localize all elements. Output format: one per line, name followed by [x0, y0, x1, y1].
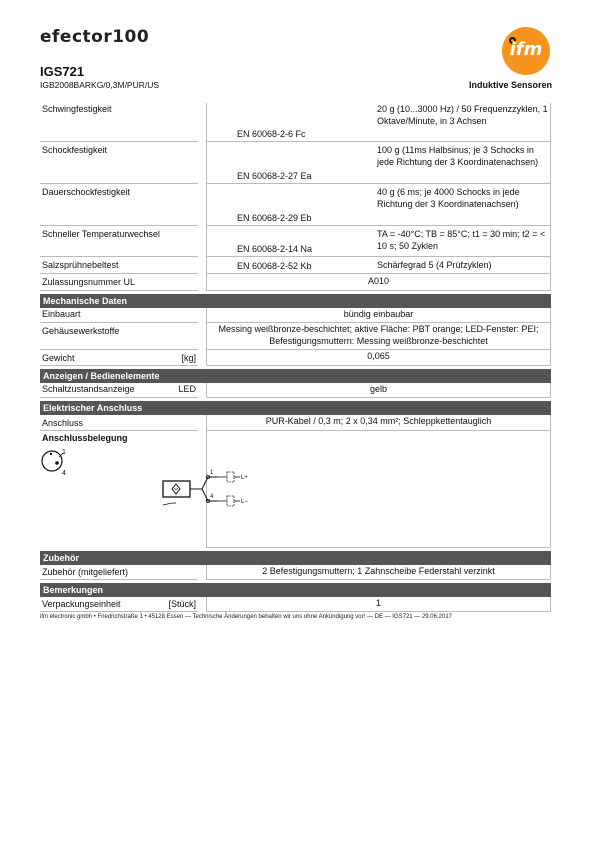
row-label: Einbauart: [40, 308, 198, 323]
pin-4-label: 4: [62, 470, 66, 477]
wire-4-label: 4: [210, 494, 214, 500]
row-value: TA = -40°C; TB = 85°C; t1 = 30 min; t2 = < 10 s; 50 Zyklen: [377, 229, 546, 251]
row-label: Schaltzustandsanzeige: [42, 384, 135, 394]
table-row: [40, 226, 551, 257]
pin-1-label: 1: [62, 449, 66, 456]
wiring-schematic: [162, 467, 272, 527]
page-footer: ifm electronic gmbh • Friedrichstraße 1 • 45128 Essen — Technische Änderungen behalten wir uns ohne Ankündigung vor! — DE — IGS721 — 29.06.2017: [40, 614, 452, 620]
section-header: Mechanische Daten: [40, 294, 551, 308]
ifm-logo: [502, 27, 550, 75]
lminus-label: L−: [241, 499, 248, 505]
row-value: Messing weißbronze-beschichtet; aktive Fläche: PBT orange; LED-Fenster: PEI; Befestigungsmuttern: Messing weißbronze-beschichtet: [206, 323, 551, 350]
table-row: [40, 142, 551, 184]
row-label: Dauerschockfestigkeit: [40, 184, 198, 226]
table-row: [40, 383, 551, 398]
logo-text: ifm: [509, 39, 543, 60]
row-label: Schneller Temperaturwechsel: [40, 226, 198, 257]
table-row: [40, 257, 551, 274]
row-value: 100 g (11ms Halbsinus; je 3 Schocks in jede Richtung der 3 Koordinatenachsen): [377, 145, 539, 167]
row-standard: EN 60068-2-14 Na: [237, 244, 313, 254]
section-header: Bemerkungen: [40, 583, 551, 597]
row-label: Schwingfestigkeit: [40, 103, 198, 142]
row-value: 20 g (10...3000 Hz) / 50 Frequenzzyklen, 1 Oktave/Minute, in 3 Achsen: [377, 104, 548, 126]
table-row: [40, 323, 551, 350]
row-label: Schockfestigkeit: [40, 142, 198, 184]
table-row: [40, 415, 551, 431]
section-header: Anzeigen / Bedienelemente: [40, 369, 551, 383]
table-row: [40, 103, 551, 142]
section-header: Elektrischer Anschluss: [40, 401, 551, 415]
section-header: Zubehör: [40, 551, 551, 565]
brand-logo: efector100: [40, 27, 150, 47]
row-standard: EN 60068-2-6 Fc: [237, 129, 306, 139]
table-row: [40, 308, 551, 323]
row-label: Anschluss: [40, 415, 198, 431]
row-label: Gehäusewerkstoffe: [40, 323, 198, 350]
row-label: Gewicht: [42, 353, 75, 363]
table-row: [40, 565, 551, 580]
row-label: Salzsprühnebeltest: [40, 257, 198, 274]
row-unit: LED: [178, 384, 196, 394]
row-value: gelb: [206, 383, 551, 398]
row-value: A010: [206, 274, 551, 291]
product-subtitle: IGB2008BARKG/0,3M/PUR/US: [40, 80, 160, 90]
row-unit: [Stück]: [168, 599, 196, 609]
table-row: [40, 597, 551, 612]
table-row: [40, 274, 551, 291]
connector-diagram: [40, 447, 80, 487]
row-label: Zubehör (mitgeliefert): [40, 565, 198, 580]
lplus-label: L+: [241, 475, 248, 481]
row-value: bündig einbaubar: [206, 308, 551, 323]
datasheet: [40, 103, 551, 612]
row-value: 40 g (6 ms; je 4000 Schocks in jede Richtung der 3 Koordinatenachsen): [377, 187, 520, 209]
row-value: 1: [206, 597, 551, 612]
row-standard: EN 60068-2-52 Kb: [237, 261, 312, 271]
row-standard: EN 60068-2-29 Eb: [237, 213, 312, 223]
row-label: Zulassungsnummer UL: [40, 274, 198, 291]
row-value: PUR-Kabel / 0,3 m; 2 x 0,34 mm²; Schleppkettentauglich: [206, 415, 551, 431]
row-value: Schärfegrad 5 (4 Prüfzyklen): [377, 260, 492, 270]
wiring-block: [40, 431, 551, 548]
product-title: IGS721: [40, 64, 85, 79]
row-standard: EN 60068-2-27 Ea: [237, 171, 312, 181]
wiring-label: Anschlussbelegung: [42, 433, 128, 443]
row-value: 0,065: [206, 350, 551, 366]
table-row: [40, 350, 551, 366]
wire-1-label: 1: [210, 470, 214, 476]
table-row: [40, 184, 551, 226]
product-category: Induktive Sensoren: [468, 80, 552, 90]
row-value: 2 Befestigungsmuttern; 1 Zahnscheibe Federstahl verzinkt: [206, 565, 551, 580]
row-label: Verpackungseinheit: [42, 599, 121, 609]
row-unit: [kg]: [181, 353, 196, 363]
